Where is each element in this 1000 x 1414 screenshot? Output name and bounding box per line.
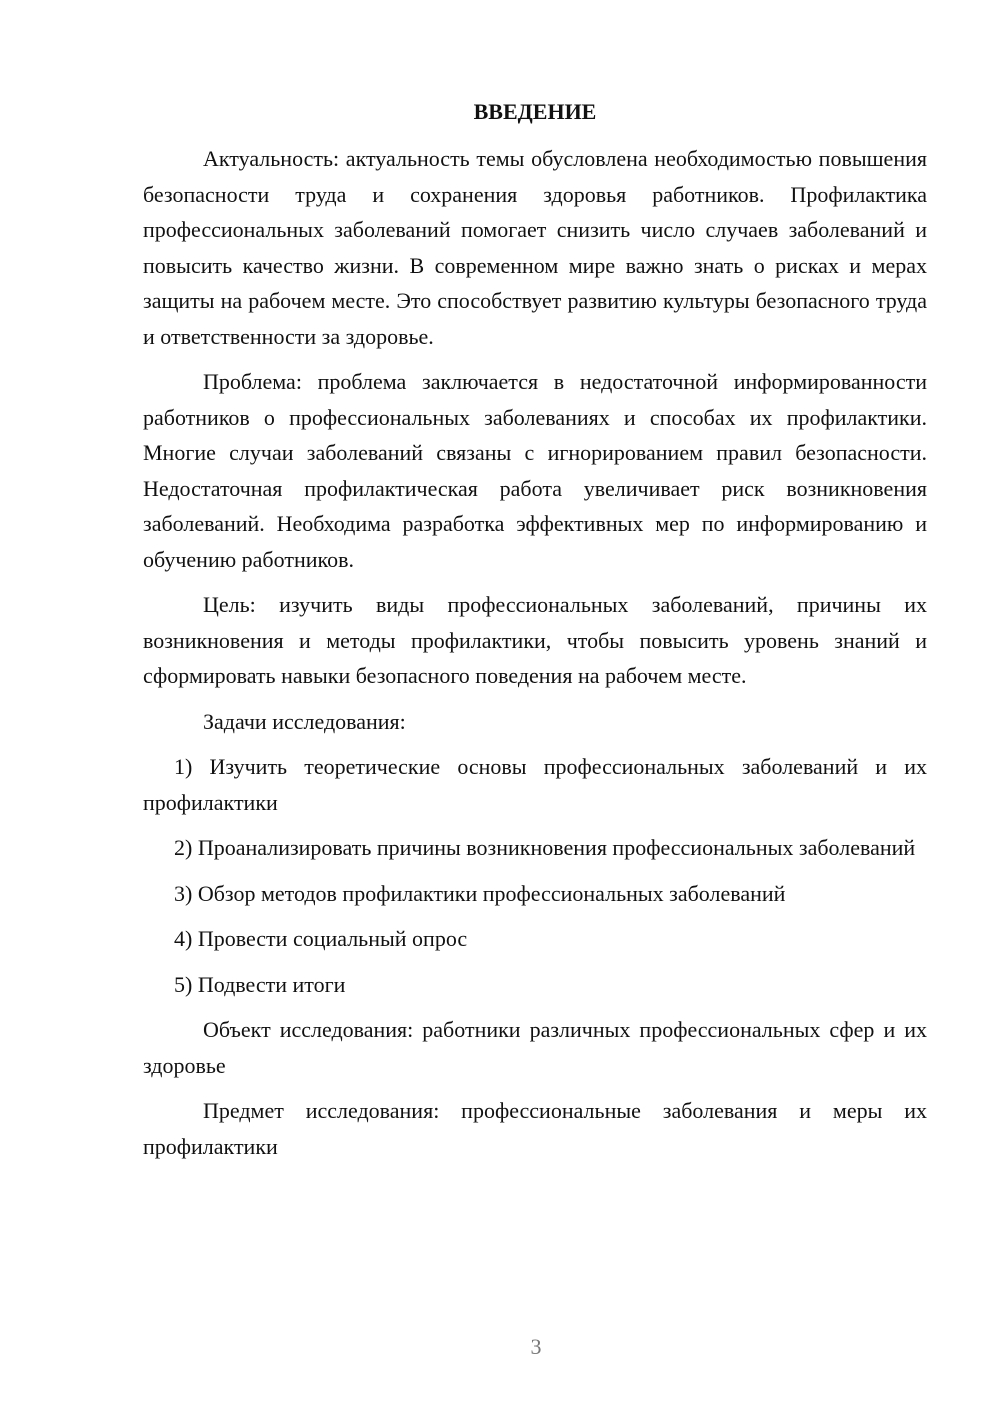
page-number: 3	[530, 1334, 542, 1359]
task-item-3: 3) Обзор методов профилактики профессиональных заболеваний	[174, 880, 786, 906]
goal-paragraph: Цель: изучить виды профессиональных заболеваний, причины их возникновения и методы профилактики, чтобы повысить уровень знаний и сформировать навыки безопасного поведения на рабочем месте.	[143, 592, 927, 688]
task-item-5: 5) Подвести итоги	[174, 971, 346, 997]
tasks-label: Задачи исследования:	[203, 708, 406, 734]
research-subject-paragraph: Предмет исследования: профессиональные заболевания и меры их профилактики	[143, 1098, 927, 1159]
research-object-paragraph: Объект исследования: работники различных профессиональных сфер и их здоровье	[143, 1017, 927, 1078]
tasks-list	[143, 749, 927, 1002]
relevance-paragraph: Актуальность: актуальность темы обусловлена необходимостью повышения безопасности труда и сохранения здоровья работников. Профилактика профессиональных заболеваний помогает снизить число случаев заболеваний и повысить качество жизни. В современном мире важно знать о рисках и мерах защиты на рабочем месте. Это способствует развитию культуры безопасного труда и ответственности за здоровье.	[143, 146, 927, 349]
task-item-1: 1) Изучить теоретические основы профессиональных заболеваний и их профилактики	[143, 754, 927, 815]
task-item-4: 4) Провести социальный опрос	[174, 926, 468, 951]
task-item-2: 2) Проанализировать причины возникновения профессиональных заболеваний	[174, 835, 916, 860]
page-content	[143, 94, 927, 1174]
section-heading: ВВЕДЕНИЕ	[473, 99, 597, 124]
problem-paragraph: Проблема: проблема заключается в недостаточной информированности работников о профессиональных заболеваниях и способах их профилактики. Многие случаи заболеваний связаны с игнорированием правил безопасности. Недостаточная профилактическая работа увеличивает риск возникновения заболеваний. Необходима разработка эффективных мер по информированию и обучению работников.	[143, 369, 927, 572]
